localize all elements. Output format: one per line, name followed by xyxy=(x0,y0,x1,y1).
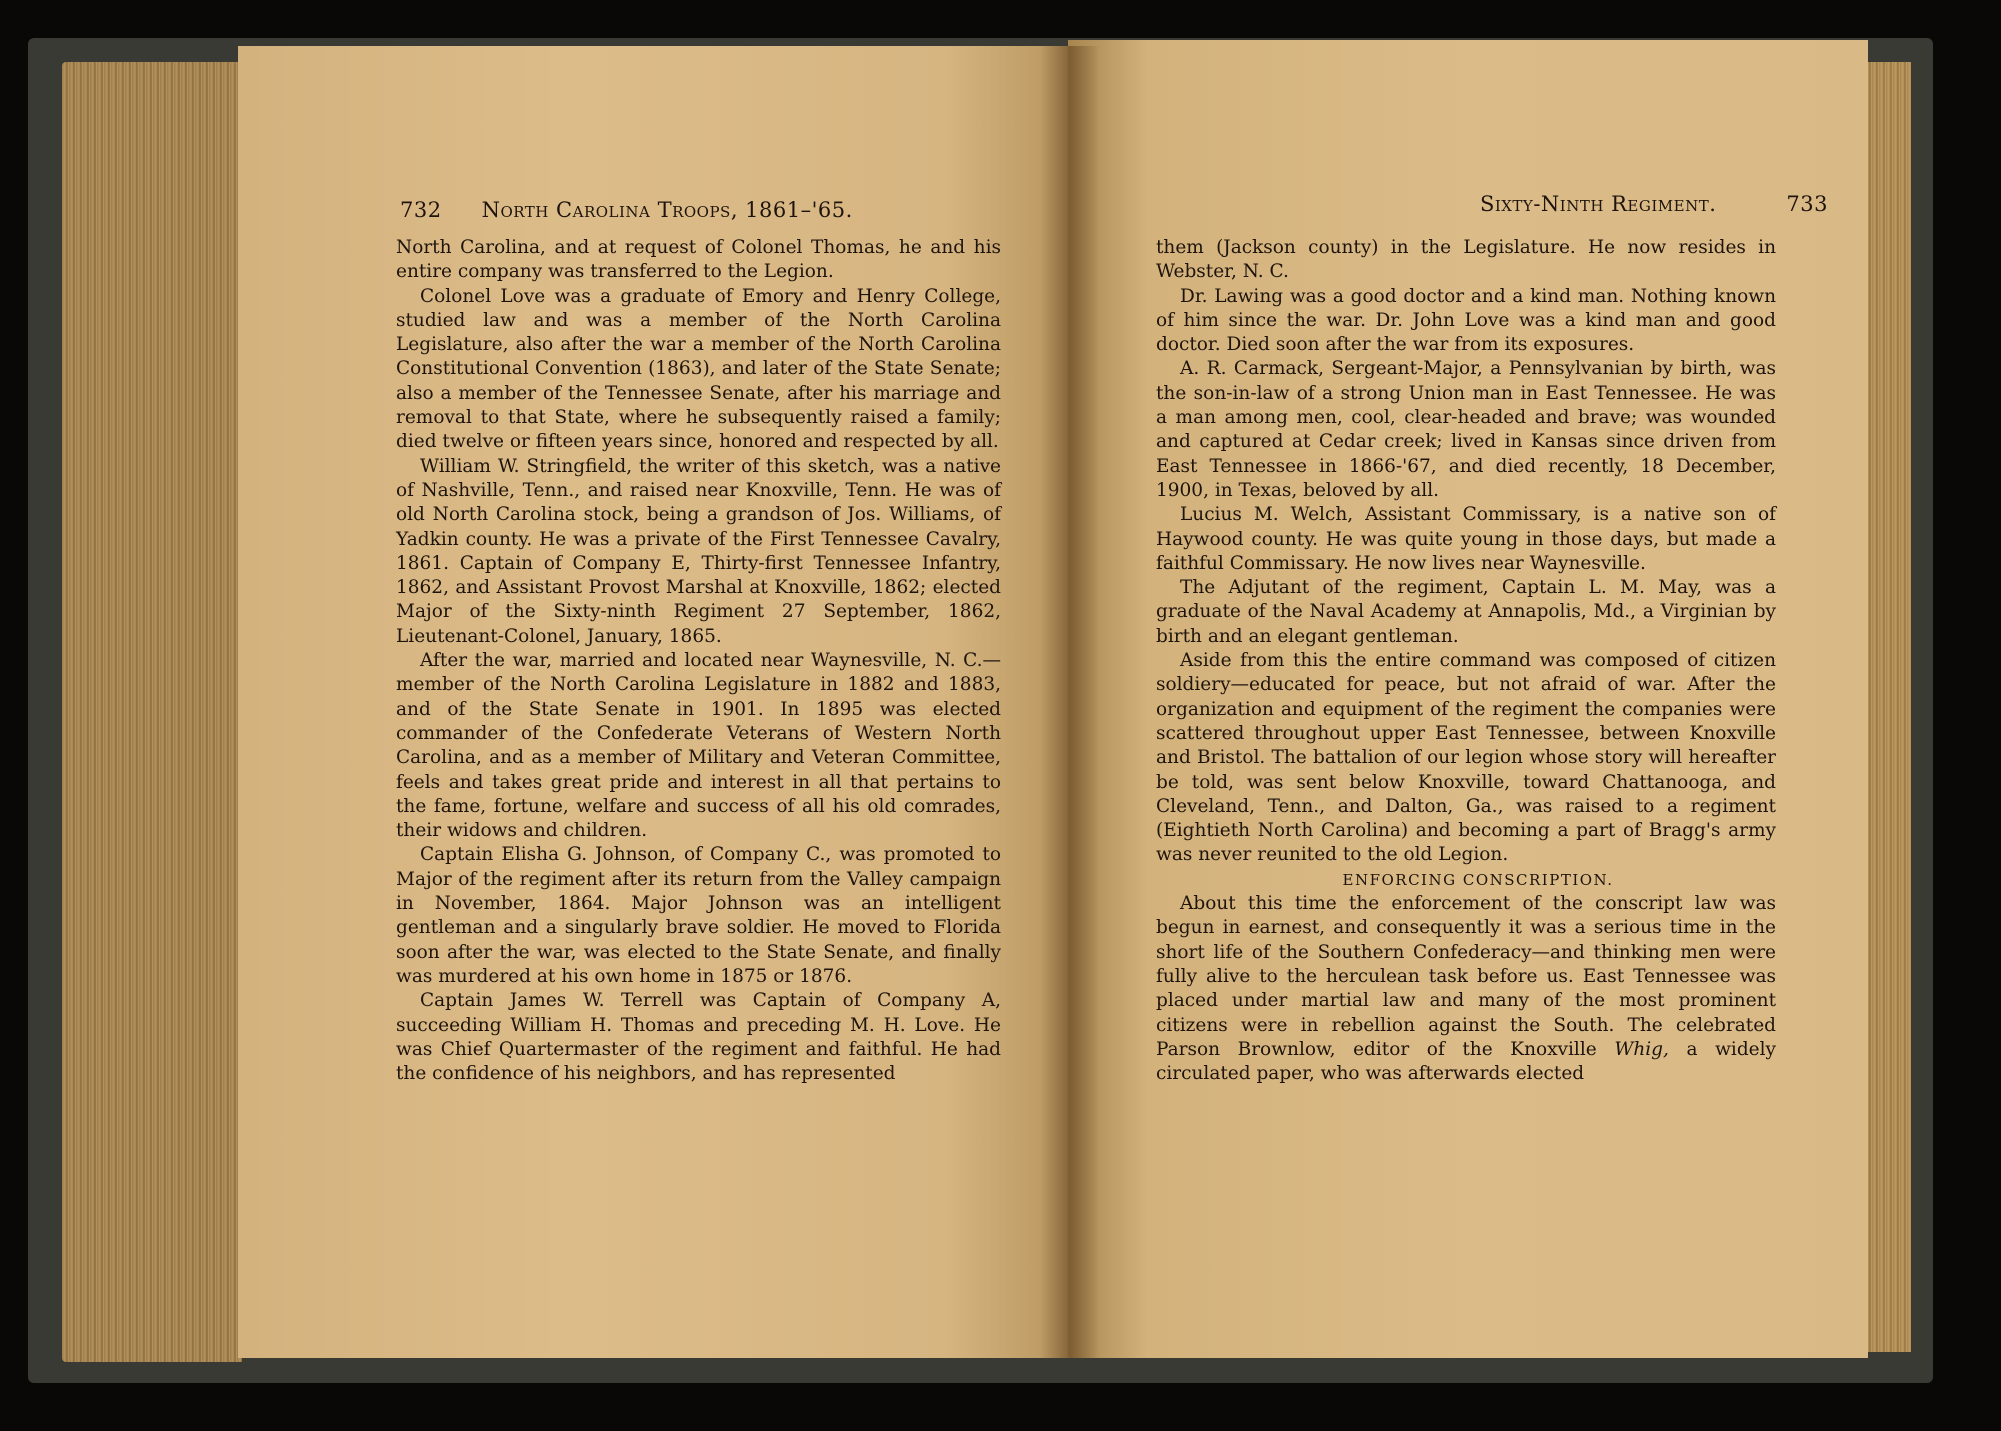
paragraph: A. R. Carmack, Sergeant-Major, a Pennsylvanian by birth, was the son-in-law of a strong Union man in East Tennessee. He was a man among men, cool, clear-headed and brave; was wounded and captured at Cedar creek; lived in Kansas since driven from East Tennessee in 1866-'67, and died recently, 18 December, 1900, in Texas, beloved by all. xyxy=(1156,358,1776,501)
paragraph: Captain Elisha G. Johnson, of Company C., was promoted to Major of the regiment after its return from the Valley campaign in November, 1864. Major Johnson was an intelligent gentleman and a singularly brave soldier. He moved to Florida soon after the war, was elected to the State Senate, and finally was murdered at his own home in 1875 or 1876. xyxy=(396,844,1001,987)
left-running-title: North Carolina Troops, 1861–'65. xyxy=(481,198,853,222)
right-body-text xyxy=(1156,236,1776,1086)
final-paragraph-end: a widely circulated paper, who was afterwards elected xyxy=(1156,1038,1776,1085)
paragraph-final xyxy=(1156,892,1776,1086)
right-running-title: Sixty-Ninth Regiment. xyxy=(1479,192,1717,216)
paragraph: After the war, married and located near Waynesville, N. C.—member of the North Carolina Legislature in 1882 and 1883, and of the State Senate in 1901. In 1895 was elected commander of the Confederate Veterans of Western North Carolina, and as a member of Military and Veteran Committee, feels and takes great pride and interest in all that pertains to the fame, fortune, welfare and success of all his old comrades, their widows and children. xyxy=(396,650,1001,842)
page-edges-left xyxy=(62,62,242,1362)
paragraph: them (Jackson county) in the Legislature. He now resides in Webster, N. C. xyxy=(1156,237,1776,283)
paragraph: Aside from this the entire command was composed of citizen soldiery—educated for peace, but not afraid of war. After the organization and equipment of the regiment the companies were scattered throughout upper East Tennessee, between Knoxville and Bristol. The battalion of our legion whose story will hereafter be told, was sent below Knoxville, toward Chattanooga, and Cleveland, Tenn., and Dalton, Ga., was raised to a regiment (Eightieth North Carolina) and becoming a part of Bragg's army was never reunited to the old Legion. xyxy=(1156,650,1776,866)
paragraph: William W. Stringfield, the writer of this sketch, was a native of Nashville, Tenn., and raised near Knoxville, Tenn. He was of old North Carolina stock, being a grandson of Jos. Williams, of Yadkin county. He was a private of the First Tennessee Cavalry, 1861. Captain of Company E, Thirty-first Tennessee Infantry, 1862, and Assistant Provost Marshal at Knoxville, 1862; elected Major of the Sixty-ninth Regiment 27 September, 1862, Lieutenant-Colonel, January, 1865. xyxy=(396,455,1001,647)
right-running-head xyxy=(1258,192,1828,216)
left-body-text xyxy=(396,236,1001,1086)
final-paragraph-start: About this time the enforcement of the conscript law was begun in earnest, and consequently it was a serious time in the short life of the Southern Confederacy—and thinking men were fully alive to the herculean task before us. East Tennessee was placed under martial law and many of the most prominent citizens were in rebellion against the South. The celebrated Parson Brownlow, editor of the Knoxville xyxy=(1156,893,1776,1060)
paragraph: Lucius M. Welch, Assistant Commissary, is a native son of Haywood county. He was quite young in those days, but made a faithful Commissary. He now lives near Waynesville. xyxy=(1156,504,1776,574)
right-page xyxy=(1068,40,1868,1358)
paragraph: Captain James W. Terrell was Captain of Company A, succeeding William H. Thomas and preceding M. H. Love. He was Chief Quartermaster of the regiment and faithful. He had the confidence of his neighbors, and has represented xyxy=(396,990,1001,1085)
left-page xyxy=(238,46,1068,1358)
section-heading: ENFORCING CONSCRIPTION. xyxy=(1342,870,1614,889)
left-running-head xyxy=(400,198,990,222)
paragraph: Colonel Love was a graduate of Emory and Henry College, studied law and was a member of the North Carolina Legislature, also after the war a member of the North Carolina Constitutional Convention (1863), and later of the State Senate; also a member of the Tennessee Senate, after his marriage and removal to that State, where he subsequently raised a family; died twelve or fifteen years since, honored and respected by all. xyxy=(396,285,1001,453)
paragraph: The Adjutant of the regiment, Captain L. M. May, was a graduate of the Naval Academy at Annapolis, Md., a Virginian by birth and an elegant gentleman. xyxy=(1156,577,1776,647)
paragraph: Dr. Lawing was a good doctor and a kind man. Nothing known of him since the war. Dr. John Love was a kind man and good doctor. Died soon after the war from its exposures. xyxy=(1156,285,1776,356)
left-page-number: 732 xyxy=(400,198,442,222)
paragraph: North Carolina, and at request of Colonel Thomas, he and his entire company was transferred to the Legion. xyxy=(396,237,1001,283)
newspaper-title: Whig, xyxy=(1614,1038,1669,1060)
right-page-number: 733 xyxy=(1786,192,1828,216)
